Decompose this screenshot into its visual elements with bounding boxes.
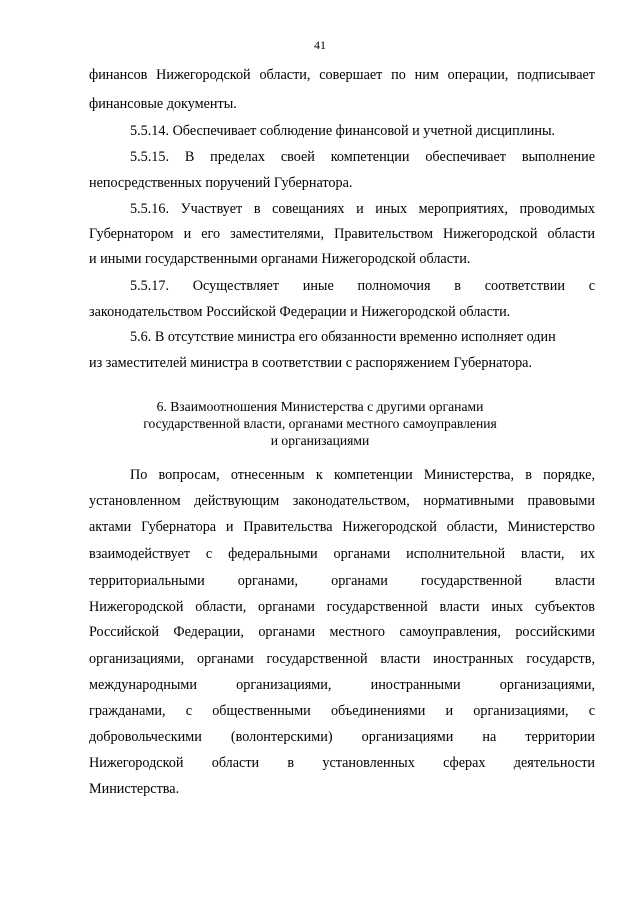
text-line: добровольческими (волонтерскими) организациями на территории (89, 729, 595, 745)
section-heading-line: и организациями (270, 433, 370, 448)
page-number: 41 (314, 38, 326, 52)
text-line: организациями, органами государственной власти иностранных государств, (89, 651, 595, 667)
text-line: Губернатором и его заместителями, Правительством Нижегородской области (89, 226, 595, 242)
text-line: По вопросам, отнесенным к компетенции Министерства, в порядке, (130, 467, 595, 483)
section-heading-line: государственной власти, органами местного самоуправления (143, 416, 497, 431)
text-line: законодательством Российской Федерации и Нижегородской области. (89, 304, 511, 320)
text-line: Министерства. (89, 781, 180, 797)
text-line: взаимодействует с федеральными органами исполнительной власти, их (89, 546, 595, 562)
text-line: установленном действующим законодательством, нормативными правовыми (89, 493, 595, 509)
text-line: международными организациями, иностранными организациями, (89, 677, 595, 693)
text-line: территориальными органами, органами государственной власти (89, 573, 595, 589)
text-line: 5.5.16. Участвует в совещаниях и иных мероприятиях, проводимых (130, 201, 595, 217)
text-line: 5.6. В отсутствие министра его обязанности временно исполняет один (130, 329, 556, 345)
text-line: 5.5.15. В пределах своей компетенции обеспечивает выполнение (130, 149, 595, 165)
text-line: актами Губернатора и Правительства Нижегородской области, Министерство (89, 519, 595, 535)
text-line: финансовые документы. (89, 96, 237, 112)
text-line: 5.5.14. Обеспечивает соблюдение финансовой и учетной дисциплины. (130, 123, 556, 139)
text-line: 5.5.17. Осуществляет иные полномочия в соответствии с (130, 278, 595, 294)
text-line: Нижегородской области, органами государственной власти иных субъектов (89, 599, 595, 615)
text-line: из заместителей министра в соответствии с распоряжением Губернатора. (89, 355, 533, 371)
text-line: Нижегородской области в установленных сферах деятельности (89, 755, 595, 771)
text-line: непосредственных поручений Губернатора. (89, 175, 353, 191)
text-line: и иными государственными органами Нижегородской области. (89, 251, 471, 267)
section-heading-line: 6. Взаимоотношения Министерства с другими органами (156, 399, 484, 414)
text-line: финансов Нижегородской области, совершает по ним операции, подписывает (89, 67, 595, 83)
text-line: Российской Федерации, органами местного самоуправления, российскими (89, 624, 595, 640)
text-line: гражданами, с общественными объединениями и организациями, с (89, 703, 595, 719)
